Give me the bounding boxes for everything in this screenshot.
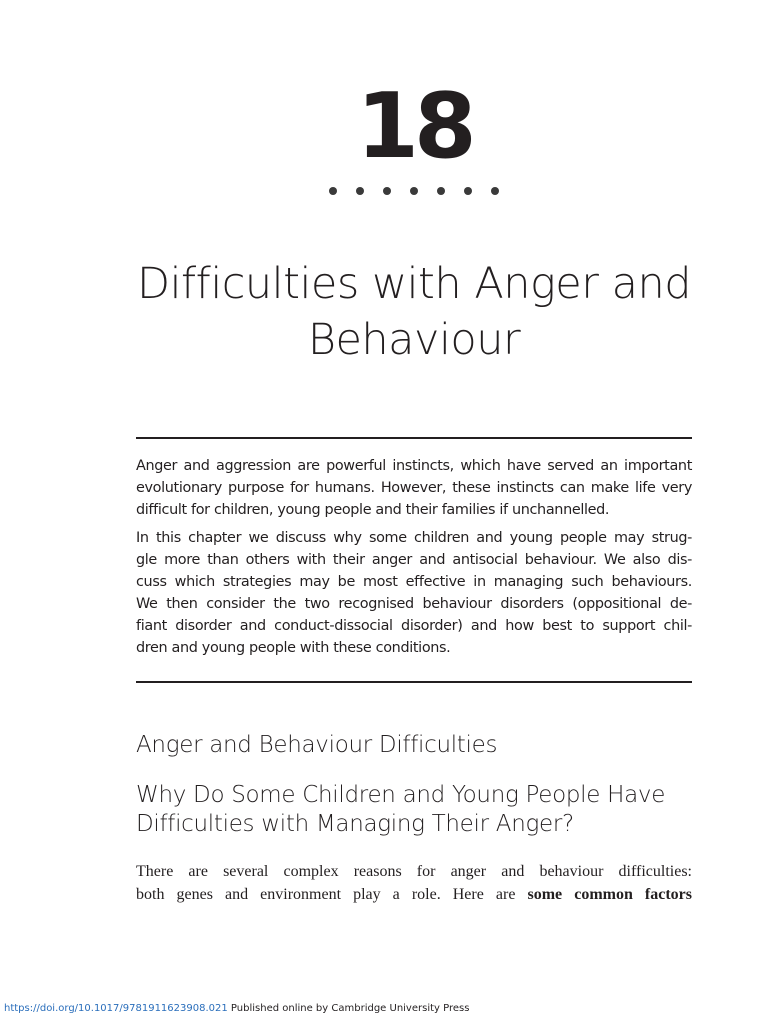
doi-link[interactable]: https://doi.org/10.1017/9781911623908.021 — [4, 1003, 228, 1014]
page-footer — [4, 1002, 469, 1016]
abstract-paragraph — [136, 527, 692, 659]
abstract-bottom-rule — [136, 681, 692, 683]
subsection-heading-line: Difficulties with Managing Their Anger? — [136, 811, 574, 837]
chapter-title-line: Behaviour — [307, 315, 521, 365]
ornament-dot — [329, 187, 337, 195]
subsection-heading — [136, 781, 736, 839]
abstract-top-rule — [136, 437, 692, 439]
abstract-line: evolutionary purpose for humans. However, these instincts can make life very — [136, 480, 692, 496]
abstract-line: In this chapter we discuss why some children and young people may strug- — [136, 530, 692, 546]
abstract-line: difficult for children, young people and their families if unchannelled. — [136, 502, 610, 518]
section-heading: Anger and Behaviour Difficulties — [136, 732, 498, 758]
body-line-text: both genes and environment play a role. Here are — [136, 886, 516, 903]
ornament-dot — [383, 187, 391, 195]
chapter-title-line: Difficulties with Anger and — [136, 259, 692, 309]
ornament-dot — [491, 187, 499, 195]
chapter-title — [120, 256, 708, 368]
publisher-note: Published online by Cambridge University Press — [227, 1003, 470, 1014]
body-line — [136, 883, 692, 906]
subsection-heading-line: Why Do Some Children and Young People Have — [136, 782, 666, 808]
body-line: There are several complex reasons for anger and behaviour difficulties: — [136, 863, 692, 880]
abstract-line: gle more than others with their anger and antisocial behaviour. We also dis- — [136, 552, 692, 568]
body-paragraph — [136, 860, 692, 906]
ornament-dot — [437, 187, 445, 195]
ornament-dot — [410, 187, 418, 195]
abstract-line: fiant disorder and conduct-dissocial disorder) and how best to support chil- — [136, 618, 692, 634]
chapter-abstract — [136, 455, 692, 665]
abstract-line: dren and young people with these conditions. — [136, 640, 451, 656]
chapter-number: 18 — [356, 74, 472, 179]
ornament-dot — [464, 187, 472, 195]
ornament-dot — [356, 187, 364, 195]
abstract-line: cuss which strategies may be most effective in managing such behaviours. — [136, 574, 692, 590]
abstract-line: We then consider the two recognised behaviour disorders (oppositional de- — [136, 596, 692, 612]
body-bold-text: some common factors — [527, 886, 693, 903]
abstract-paragraph — [136, 455, 692, 521]
abstract-line: Anger and aggression are powerful instincts, which have served an important — [136, 458, 692, 474]
chapter-dots-ornament — [329, 187, 501, 195]
